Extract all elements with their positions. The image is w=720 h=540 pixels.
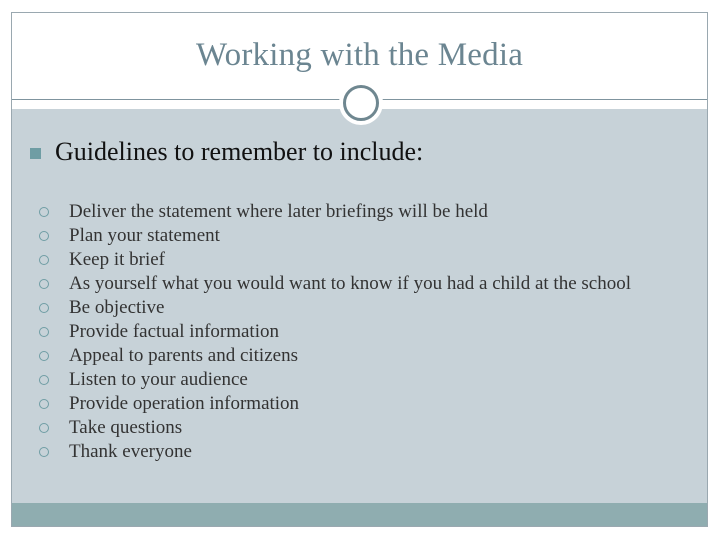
circle-ornament-icon [339,81,383,125]
list-item [39,295,689,319]
list-item-text: As yourself what you would want to know if you had a child at the school [69,272,631,294]
list-item [39,223,689,247]
list-item [39,319,689,343]
slide-title: Working with the Media [195,37,524,73]
circle-ornament-inner [343,85,379,121]
list-item [39,439,689,463]
list-item [39,343,689,367]
ring-bullet-icon [39,375,49,385]
list-item [39,391,689,415]
list-item-text: Listen to your audience [69,368,248,390]
list-item-text: Provide factual information [69,320,279,342]
ring-bullet-icon [39,327,49,337]
ring-bullet-icon [39,399,49,409]
list-item-text: Take questions [69,416,183,438]
list-item [39,247,689,271]
list-item-text: Appeal to parents and citizens [69,344,298,366]
square-bullet-icon [30,148,41,159]
ring-bullet-icon [39,423,49,433]
list-item [39,199,689,223]
list-item-text: Plan your statement [69,224,220,246]
ring-bullet-icon [39,447,49,457]
section-heading: Guidelines to remember to include: [55,137,424,166]
ring-bullet-icon [39,351,49,361]
ring-bullet-icon [39,303,49,313]
list-item-text: Provide operation information [69,392,300,414]
ring-bullet-icon [39,207,49,217]
list-item-text: Be objective [69,296,165,318]
slide [11,12,708,527]
heading-row [30,137,423,167]
guideline-list [39,199,689,463]
list-item-text: Deliver the statement where later briefings will be held [69,200,488,222]
footer-bar [12,503,707,526]
list-item [39,367,689,391]
list-item-text: Thank everyone [69,440,192,462]
list-item-text: Keep it brief [69,248,166,270]
ring-bullet-icon [39,231,49,241]
list-item [39,271,689,295]
ring-bullet-icon [39,279,49,289]
list-item [39,415,689,439]
ring-bullet-icon [39,255,49,265]
